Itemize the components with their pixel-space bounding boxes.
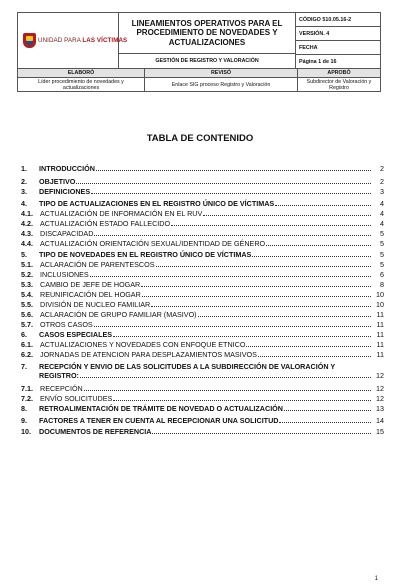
toc-entry-page: 12: [376, 384, 384, 393]
toc-entry-page: 4: [380, 199, 384, 208]
dot-leader: [76, 183, 371, 184]
toc-entry-title: ENVÍO SOLICITUDES: [40, 394, 113, 403]
toc-entry[interactable]: [21, 187, 384, 196]
toc-entry[interactable]: [21, 239, 384, 248]
toc-entry-page: 13: [376, 404, 384, 413]
dot-leader: [94, 235, 371, 236]
dot-leader: [90, 276, 371, 277]
toc-entry[interactable]: [21, 199, 384, 208]
toc-entry-page: 14: [376, 416, 384, 425]
toc-entry-number: 6.: [21, 330, 27, 339]
dot-leader: [84, 390, 371, 391]
toc-entry-title: ACTUALIZACIÓN DE INFORMACIÓN EN EL RUV: [40, 209, 203, 218]
toc-entry-page: 5: [380, 229, 384, 238]
toc-entry-number: 7.2.: [21, 394, 33, 403]
toc-entry-number: 6.2.: [21, 350, 33, 359]
toc-entry-number: 5.5.: [21, 300, 33, 309]
document-code: CÓDIGO 510.05.16-2: [296, 13, 380, 27]
toc-entry-title: CAMBIO DE JEFE DE HOGAR: [40, 280, 141, 289]
toc-entry-number: 1.: [21, 164, 27, 173]
toc-entry[interactable]: [21, 219, 384, 228]
toc-entry-title: FACTORES A TENER EN CUENTA AL RECEPCIONAR UNA SOLICITUD: [39, 416, 279, 425]
document-date-label: FECHA: [296, 41, 380, 55]
toc-entry-number: 10.: [21, 427, 31, 436]
dot-leader: [151, 306, 371, 307]
toc-entry[interactable]: [21, 350, 384, 359]
toc-entry-title: OTROS CASOS: [40, 320, 93, 329]
dot-leader: [152, 433, 371, 434]
dot-leader: [275, 205, 371, 206]
name-aprobo: Subdirector de Valoración y Registro: [306, 78, 372, 91]
toc-entry[interactable]: [21, 362, 384, 380]
dot-leader: [203, 215, 371, 216]
toc-entry-number: 3.: [21, 187, 27, 196]
dot-leader: [258, 356, 371, 357]
toc-entry-number: 5.2.: [21, 270, 33, 279]
toc-entry-page: 10: [376, 290, 384, 299]
toc-entry-title: CASOS ESPECIALES: [39, 330, 113, 339]
toc-entry-title: TIPO DE ACTUALIZACIONES EN EL REGISTRO ÚNICO DE VÍCTIMAS: [39, 199, 275, 208]
dot-leader: [94, 326, 371, 327]
dot-leader: [96, 170, 371, 171]
dot-leader: [142, 296, 371, 297]
toc-entry-page: 12: [376, 371, 384, 380]
toc-entry[interactable]: [21, 280, 384, 289]
document-header: [17, 12, 381, 92]
dot-leader: [91, 193, 371, 194]
role-elaboro: ELABORÓ: [18, 69, 145, 77]
toc-entry-page: 4: [380, 209, 384, 218]
toc-entry[interactable]: [21, 404, 384, 413]
logo-text: UNIDAD PARA LAS VÍCTIMAS: [38, 37, 128, 44]
dot-leader: [156, 266, 372, 267]
toc-entry-title: ACTUALIZACIONES Y NOVEDADES CON ENFOQUE ETNICO: [40, 340, 246, 349]
toc-entry-number: 5.1.: [21, 260, 33, 269]
toc-entry[interactable]: [21, 164, 384, 173]
toc-entry-page: 3: [380, 187, 384, 196]
toc-entry-page: 5: [380, 260, 384, 269]
logo: [18, 13, 128, 68]
toc-entry-title: INCLUSIONES: [40, 270, 89, 279]
role-reviso: REVISÓ: [145, 69, 298, 77]
dot-leader: [279, 422, 371, 423]
toc-entry-title: OBJETIVO: [39, 177, 76, 186]
toc-entry-title-cont: REGISTRO:: [39, 371, 79, 380]
dot-leader: [80, 377, 371, 378]
toc-entry-number: 4.3.: [21, 229, 33, 238]
toc-entry-title: DIVISIÓN DE NUCLEO FAMILIAR: [40, 300, 151, 309]
toc-entry-page: 2: [380, 164, 384, 173]
toc-entry-number: 4.4.: [21, 239, 33, 248]
document-title: LINEAMIENTOS OPERATIVOS PARA EL PROCEDIMIENTO DE NOVEDADES Y ACTUALIZACIONES: [119, 13, 295, 54]
toc-entry[interactable]: [21, 427, 384, 436]
toc-entry[interactable]: [21, 209, 384, 218]
toc-entry-title: TIPO DE NOVEDADES EN EL REGISTRO ÚNICO DE VÍCTIMAS: [39, 250, 252, 259]
toc-entry-number: 5.4.: [21, 290, 33, 299]
role-aprobo: APROBÓ: [327, 70, 351, 76]
toc-entry-number: 4.: [21, 199, 27, 208]
table-of-contents: [21, 164, 384, 436]
document-subtitle: GESTIÓN DE REGISTRO Y VALORACIÓN: [155, 58, 259, 64]
toc-entry-title: REUNIFICACIÓN DEL HOGAR: [40, 290, 141, 299]
toc-entry[interactable]: [21, 310, 384, 319]
name-reviso: Enlace SIG proceso Registro y Valoración: [145, 78, 298, 91]
toc-entry-page: 2: [380, 177, 384, 186]
page-indicator: Página 1 de 16: [299, 58, 337, 65]
document-version: VERSIÓN. 4: [296, 27, 380, 41]
toc-entry-page: 12: [376, 394, 384, 403]
toc-entry[interactable]: [21, 250, 384, 259]
page-number: 1: [374, 576, 378, 582]
toc-entry-title: DISCAPACIDAD: [40, 229, 94, 238]
toc-entry-page: 11: [376, 340, 384, 349]
toc-entry-number: 5.3.: [21, 280, 33, 289]
dot-leader: [171, 225, 371, 226]
toc-entry-number: 4.1.: [21, 209, 33, 218]
toc-entry-page: 5: [380, 250, 384, 259]
toc-entry-page: 11: [376, 350, 384, 359]
coat-of-arms-icon: [23, 33, 36, 48]
toc-entry[interactable]: [21, 300, 384, 309]
toc-title: TABLA DE CONTENIDO: [146, 133, 254, 144]
toc-entry[interactable]: [21, 384, 384, 393]
toc-entry-title: RECEPCIÓN: [40, 384, 83, 393]
toc-entry[interactable]: [21, 320, 384, 329]
toc-entry-title: JORNADAS DE ATENCION PARA DESPLAZAMIENTOS MASIVOS: [40, 350, 257, 359]
toc-entry-page: 15: [376, 427, 384, 436]
toc-entry-number: 2.: [21, 177, 27, 186]
toc-entry-page: 6: [380, 270, 384, 279]
dot-leader: [141, 286, 371, 287]
toc-entry[interactable]: [21, 340, 384, 349]
toc-entry[interactable]: [21, 330, 384, 339]
toc-entry-title: ACTUALIZACIÓN ESTADO FALLECIDO: [40, 219, 171, 228]
toc-entry-page: 5: [380, 239, 384, 248]
toc-entry[interactable]: [21, 394, 384, 403]
toc-entry-page: 11: [376, 310, 384, 319]
toc-entry-number: 9.: [21, 416, 27, 425]
toc-entry-title: DOCUMENTOS DE REFERENCIA: [39, 427, 152, 436]
dot-leader: [113, 400, 371, 401]
toc-entry-page: 8: [380, 280, 384, 289]
toc-entry-number: 5.6.: [21, 310, 33, 319]
toc-entry[interactable]: [21, 290, 384, 299]
toc-entry-number: 4.2.: [21, 219, 33, 228]
toc-entry-number: 6.1.: [21, 340, 33, 349]
toc-entry-title: ACLARACIÓN DE GRUPO FAMILIAR (MASIVO): [40, 310, 197, 319]
toc-entry-title: DEFINICIONES: [39, 187, 91, 196]
dot-leader: [198, 316, 371, 317]
toc-entry[interactable]: [21, 260, 384, 269]
toc-entry[interactable]: [21, 270, 384, 279]
toc-entry-page: 10: [376, 300, 384, 309]
dot-leader: [113, 336, 371, 337]
toc-entry[interactable]: [21, 177, 384, 186]
toc-entry-number: 7.1.: [21, 384, 33, 393]
toc-entry-title: RETROALIMENTACIÓN DE TRÁMITE DE NOVEDAD O ACTUALIZACIÓN: [39, 404, 283, 413]
dot-leader: [284, 410, 371, 411]
toc-entry-number: 5.7.: [21, 320, 33, 329]
toc-entry-title: RECEPCIÓN Y ENVIO DE LAS SOLICITUDES A LA SUBDIRECCIÓN DE VALORACIÓN Y: [39, 362, 336, 371]
toc-entry[interactable]: [21, 416, 384, 425]
toc-entry-page: 11: [376, 320, 384, 329]
toc-entry-number: 5.: [21, 250, 27, 259]
toc-entry[interactable]: [21, 229, 384, 238]
dot-leader: [266, 245, 371, 246]
toc-entry-page: 11: [376, 330, 384, 339]
toc-entry-title: ACLARACIÓN DE PARENTESCOS: [40, 260, 155, 269]
toc-entry-number: 7.: [21, 362, 27, 371]
toc-entry-page: 4: [380, 219, 384, 228]
name-elaboro: Líder procedimiento de novedades y actualizaciones: [18, 78, 145, 91]
toc-entry-title: INTRODUCCIÓN: [39, 164, 95, 173]
dot-leader: [246, 346, 371, 347]
toc-entry-title: ACTUALIZACIÓN ORIENTACIÓN SEXUAL/IDENTIDAD DE GÉNERO: [40, 239, 266, 248]
toc-entry-number: 8.: [21, 404, 27, 413]
dot-leader: [252, 256, 371, 257]
